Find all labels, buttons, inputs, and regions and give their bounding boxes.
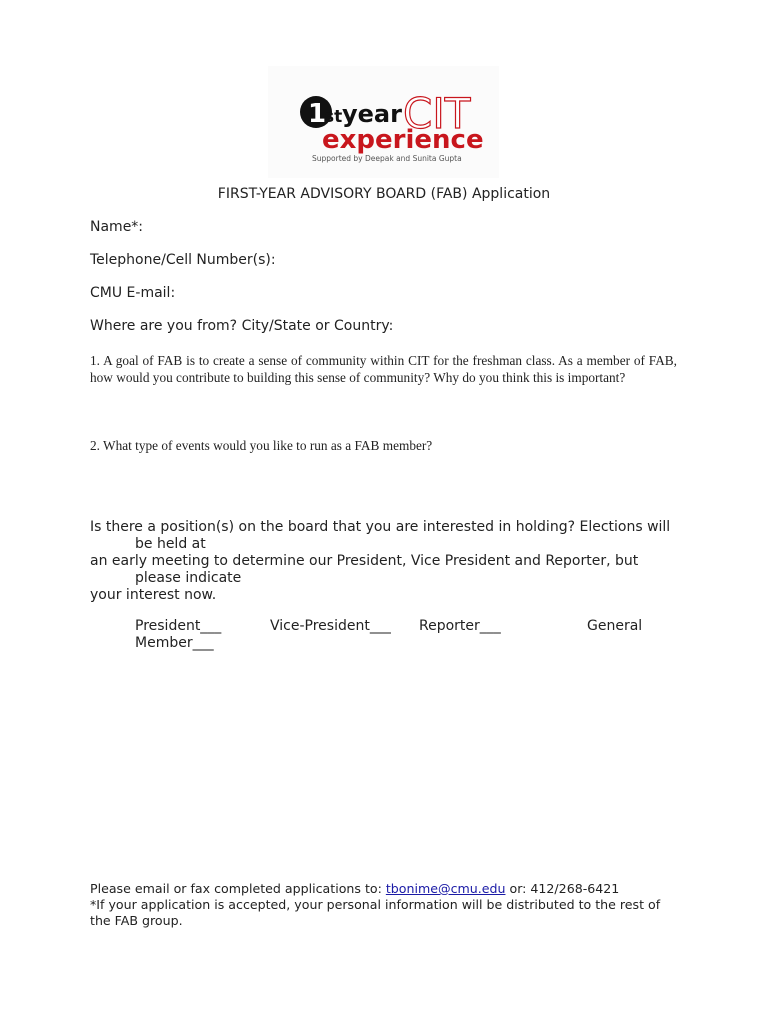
email-field-label: CMU E-mail: [90,285,176,301]
reporter-option: Reporter___ [419,618,501,634]
logo-supported-by: Supported by Deepak and Sunita Gupta [312,154,462,163]
position-question-line-1-cont: be held at [135,536,206,552]
question-2: 2. What type of events would you like to run as a FAB member? [90,438,433,453]
email-link[interactable]: tbonime@cmu.edu [385,881,506,896]
logo-numeral: 1 [308,99,327,129]
position-question-line-2-cont: please indicate [135,570,242,586]
logo-cit: CIT [403,89,471,138]
position-question [90,519,680,604]
footer-contact-line [90,881,680,897]
footer-note: *If your application is accepted, your personal information will be distributed to the rest of the FAB group. [90,897,661,928]
logo-superscript: st [324,107,343,127]
footer [90,881,680,929]
origin-field-label: Where are you from? City/State or Country: [90,318,394,334]
president-option: President___ [135,618,222,634]
footer-prefix: Please email or fax completed applications to: [90,881,386,896]
question-1: 1. A goal of FAB is to create a sense of community within CIT for the freshman class. As a member of FAB, how would you contribute to building this sense of community? Why do you think this is important? [90,353,677,385]
general-option: General [587,618,643,634]
position-question-line-3: your interest now. [90,587,217,603]
footer-fax: or: 412/268-6421 [505,881,620,896]
name-field-label: Name*: [90,219,144,235]
phone-field-label: Telephone/Cell Number(s): [90,252,276,268]
logo-year: year [342,100,402,128]
vice-president-option: Vice-President___ [270,618,391,634]
first-year-experience-logo [268,66,499,178]
position-question-line-2: an early meeting to determine our President, Vice President and Reporter, but [90,553,639,569]
position-question-line-1: Is there a position(s) on the board that you are interested in holding? Elections will [90,519,671,535]
logo-experience: experience [322,125,484,155]
general-option-cont: Member___ [135,635,214,651]
logo [268,66,499,178]
page-title: FIRST-YEAR ADVISORY BOARD (FAB) Application [217,186,551,202]
